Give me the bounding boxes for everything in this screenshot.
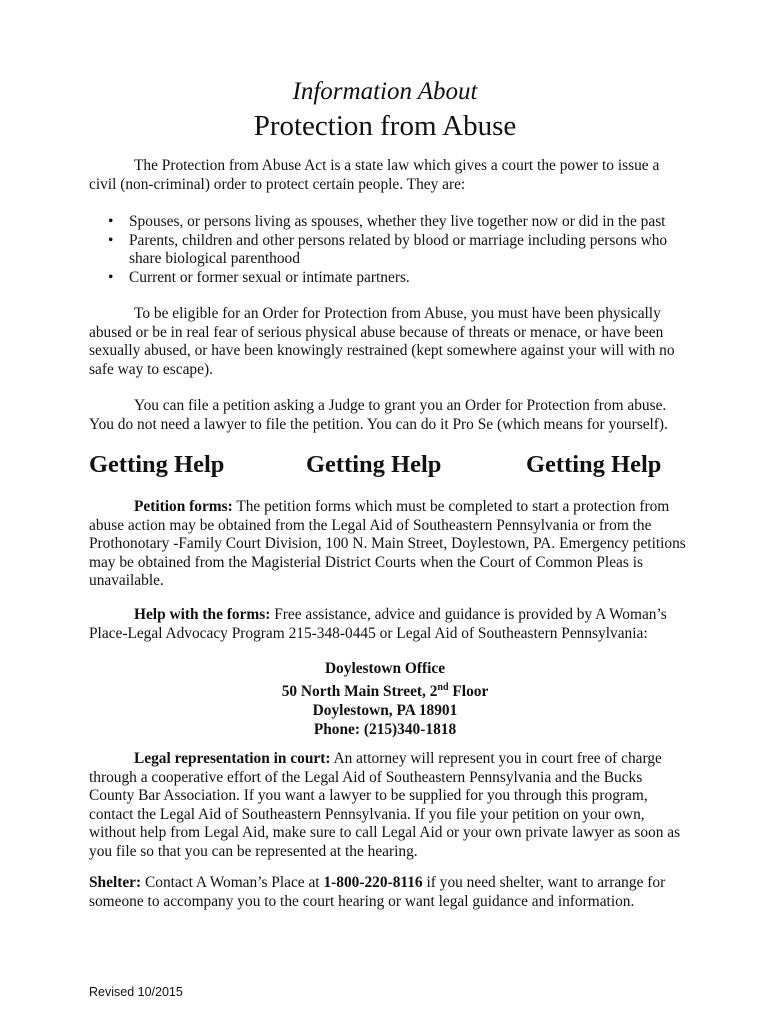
protected-persons-list [108, 213, 688, 287]
shelter-text-post: if you need shelter, want to arrange for someone to accompany you to the court hearing or want legal guidance and information. [89, 874, 666, 910]
getting-help-heading: Getting Help [89, 451, 225, 478]
office-phone: Phone: (215)340-1818 [313, 720, 457, 738]
help-forms-text: Free assistance, advice and guidance is provided by A Woman’s Place-Legal Advocacy Program 215-348-0445 or Legal Aid of Southeastern Pennsylvania: [89, 606, 667, 642]
petition-forms-text: The petition forms which must be completed to start a protection from abuse action may be obtained from the Legal Aid of Southeastern Pennsylvania or from the Prothonotary -Family Court Division, 100 N. Main Street, Doylestown, PA. Emergency petitions may be obtained from the Magisterial District Courts when the Court of Common Pleas is unavailable. [89, 498, 686, 590]
list-item: • Current or former sexual or intimate partners. [108, 268, 410, 286]
list-item: • Parents, children and other persons related by blood or marriage including persons who share biological parenthood [108, 231, 668, 268]
title-line-2: Protection from Abuse [253, 110, 517, 142]
getting-help-heading: Getting Help [306, 451, 442, 478]
help-forms-label: Help with the forms: [134, 606, 271, 623]
list-item: • Spouses, or persons living as spouses, whether they live together now or did in the past [108, 213, 666, 230]
getting-help-heading: Getting Help [526, 451, 662, 478]
intro-paragraph: The Protection from Abuse Act is a state law which gives a court the power to issue a civil (non-criminal) order to protect certain people. They are: [89, 157, 660, 193]
shelter-text-pre: Contact A Woman’s Place at [145, 874, 320, 891]
petition-intro-paragraph: You can file a petition asking a Judge to grant you an Order for Protection from abuse. You do not need a lawyer to file the petition. You can do it Pro Se (which means for yourself). [89, 397, 668, 433]
legal-representation-text: An attorney will represent you in court free of charge through a cooperative effort of the Legal Aid of Southeastern Pennsylvania and the Bucks County Bar Association. If you want a lawyer to be supplied for you through this program, contact the Legal Aid of Southeastern Pennsylvania. If you file your petition on your own, without help from Legal Aid, make sure to call Legal Aid or your own private lawyer as soon as you file so that you can be represented at the hearing. [89, 750, 681, 860]
shelter-paragraph [89, 874, 689, 911]
petition-forms-label: Petition forms: [134, 498, 233, 515]
eligibility-paragraph: To be eligible for an Order for Protection from Abuse, you must have been physically abused or be in real fear of serious physical abuse because of threats or menace, or have been sexually abused, or have been knowingly restrained (kept somewhere against your will with no safe way to escape). [89, 305, 675, 378]
title-line-1: Information About [292, 78, 478, 105]
legal-representation-paragraph [89, 750, 689, 862]
petition-forms-paragraph [89, 498, 689, 591]
office-street: 50 North Main Street, 2nd Floor [281, 681, 489, 700]
office-city: Doylestown, PA 18901 [312, 701, 458, 719]
office-name: Doylestown Office [324, 660, 446, 677]
revised-date: Revised 10/2015 [89, 985, 183, 999]
office-address [0, 660, 770, 739]
shelter-label: Shelter: [89, 874, 142, 891]
shelter-phone: 1-800-220-8116 [323, 874, 423, 891]
help-forms-paragraph [89, 606, 689, 643]
legal-representation-label: Legal representation in court: [134, 750, 331, 767]
